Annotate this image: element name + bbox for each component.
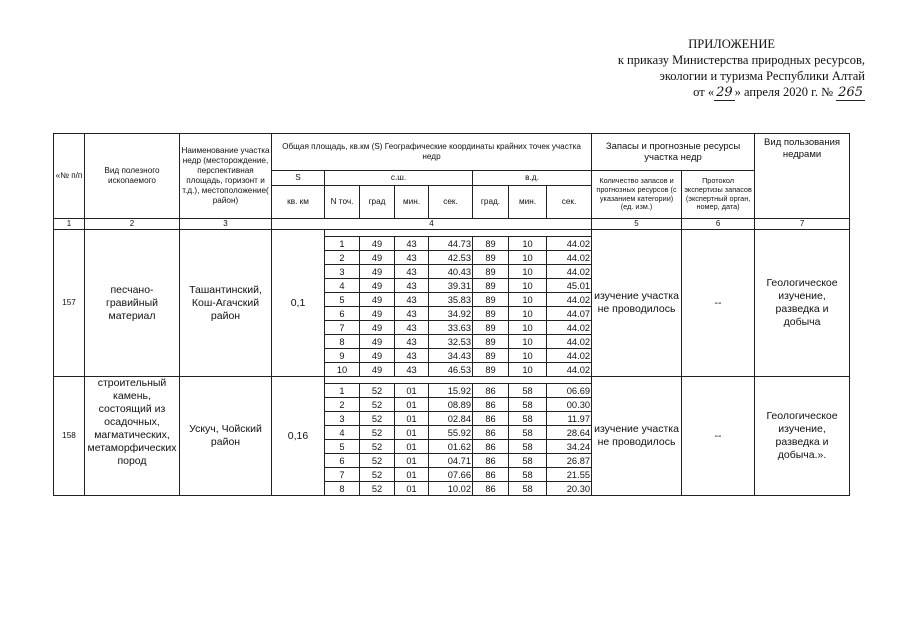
table-body [54,230,850,496]
coordinate-cell: 43 [395,293,429,307]
col-use-header: Вид пользования недрами [755,134,850,219]
protocol-header: Протокол экспертизы запасов (экспертный орган, номер, дата) [682,171,755,219]
coordinate-cell: 52 [360,482,395,496]
column-numbers-row [54,219,850,230]
coordinate-cell: 89 [473,237,509,251]
coordinate-cell: 43 [395,237,429,251]
coordinate-cell: 01 [395,454,429,468]
coordinate-cell: 04.71 [429,454,473,468]
appendix-table [53,133,850,496]
coordinate-cell: 43 [395,321,429,335]
coordinate-cell: 8 [325,335,360,349]
coordinate-cell: 06.69 [547,384,592,398]
lon-header: в.д. [473,171,592,186]
coordinate-cell: 01 [395,398,429,412]
coordinate-cell: 49 [360,335,395,349]
coordinate-cell: 49 [360,293,395,307]
coordinate-cell: 44.02 [547,251,592,265]
coordinate-cell: 6 [325,307,360,321]
coordinate-cell: 10 [509,349,547,363]
coordinate-cell: 86 [473,384,509,398]
coordinate-cell: 4 [325,279,360,293]
coordinate-cell: 89 [473,335,509,349]
column-number: 2 [85,219,180,230]
column-number: 4 [272,219,592,230]
coordinate-cell: 46.53 [429,363,473,377]
column-number: 6 [682,219,755,230]
coordinate-cell: 44.02 [547,237,592,251]
coordinate-cell: 58 [509,426,547,440]
coordinate-cell: 43 [395,251,429,265]
row-number: 158 [54,377,85,496]
coordinate-cell: 02.84 [429,412,473,426]
coordinate-cell: 44.02 [547,335,592,349]
coordinate-cell: 86 [473,440,509,454]
coordinate-cell: 44.02 [547,265,592,279]
coordinate-cell: 44.02 [547,321,592,335]
coordinate-cell: 3 [325,412,360,426]
coordinate-cell: 49 [360,321,395,335]
coordinate-cell: 10 [509,293,547,307]
coordinate-cell: 01.62 [429,440,473,454]
coordinate-cell: 28.64 [547,426,592,440]
coordinate-cell: 10 [509,279,547,293]
coordinate-cell: 6 [325,454,360,468]
coordinate-cell: 43 [395,307,429,321]
coordinate-cell: 44.07 [547,307,592,321]
column-number: 7 [755,219,850,230]
column-number: 5 [592,219,682,230]
coordinate-cell: 89 [473,279,509,293]
coordinate-cell: 10 [509,237,547,251]
coordinate-cell: 26.87 [547,454,592,468]
protocol-cell: -- [682,230,755,377]
coordinate-cell: 58 [509,440,547,454]
coordinate-cell: 33.63 [429,321,473,335]
lat-sec-header: сек. [429,186,473,219]
coordinate-cell: 08.89 [429,398,473,412]
coordinate-cell: 52 [360,454,395,468]
location-cell: Ташантинский, Кош-Агачский район [180,230,272,377]
lon-deg-header: град. [473,186,509,219]
handwritten-order-number: 265 [838,85,863,100]
coordinate-cell: 44.73 [429,237,473,251]
coordinate-cell: 2 [325,398,360,412]
coordinate-cell: 49 [360,265,395,279]
coordinate-cell: 34.24 [547,440,592,454]
coordinate-cell: 49 [360,251,395,265]
coordinate-cell: 45.01 [547,279,592,293]
coordinate-cell: 1 [325,237,360,251]
handwritten-day: 29 [716,85,733,100]
coordinate-cell: 43 [395,363,429,377]
coordinate-cell: 15.92 [429,384,473,398]
location-cell: Ускуч, Чойский район [180,377,272,496]
coordinate-cell: 58 [509,384,547,398]
coordinate-cell: 5 [325,293,360,307]
col-num-header: «№ п/п [54,134,85,219]
reserves-cell: изучение участка не проводилось [592,230,682,377]
coordinate-cell: 21.55 [547,468,592,482]
coordinate-cell: 39.31 [429,279,473,293]
area-cell: 0,16 [272,377,325,496]
coordinate-cell: 10 [509,307,547,321]
coordinate-cell: 07.66 [429,468,473,482]
coordinate-cell: 49 [360,349,395,363]
coordinate-cell: 01 [395,384,429,398]
coordinate-cell: 40.43 [429,265,473,279]
coordinate-cell: 58 [509,412,547,426]
coordinate-cell: 10 [325,363,360,377]
coordinate-cell: 44.02 [547,363,592,377]
coordinate-cell: 01 [395,468,429,482]
coordinate-cell: 10 [509,363,547,377]
header-date-line [535,84,865,101]
coordinate-cell: 42.53 [429,251,473,265]
coordinate-cell: 89 [473,307,509,321]
coordinate-cell: 86 [473,468,509,482]
mineral-cell: песчано-гравийный материал [85,230,180,377]
coordinate-cell: 43 [395,349,429,363]
coordinate-cell: 43 [395,265,429,279]
coordinate-cell: 58 [509,398,547,412]
coordinate-cell: 49 [360,279,395,293]
header-row-1 [54,134,850,171]
area-cell: 0,1 [272,230,325,377]
coordinate-cell: 52 [360,384,395,398]
coordinate-cell: 52 [360,440,395,454]
coordinate-cell: 44.02 [547,349,592,363]
coordinate-cell: 89 [473,293,509,307]
coordinate-cell: 34.43 [429,349,473,363]
coordinate-cell: 43 [395,279,429,293]
coordinate-cell: 01 [395,440,429,454]
date-middle: » апреля 2020 г. № [734,85,834,99]
coordinate-cell: 9 [325,349,360,363]
coordinate-cell: 01 [395,482,429,496]
coordinate-cell: 20.30 [547,482,592,496]
col-reserves-header: Запасы и прогнозные ресурсы участка недр [592,134,755,171]
coordinate-cell: 89 [473,251,509,265]
coordinate-cell: 00.30 [547,398,592,412]
coordinate-cell: 8 [325,482,360,496]
coordinate-cell: 7 [325,468,360,482]
coordinate-cell: 86 [473,426,509,440]
row-number: 157 [54,230,85,377]
coordinate-cell: 44.02 [547,293,592,307]
coordinate-cell: 49 [360,237,395,251]
lon-min-header: мин. [509,186,547,219]
sq-km-header: кв. км [272,186,325,219]
coordinate-cell: 32.53 [429,335,473,349]
coordinate-cell: 86 [473,482,509,496]
coordinate-cell: 10.02 [429,482,473,496]
row-spacer [54,230,850,237]
coordinate-cell: 52 [360,426,395,440]
lat-deg-header: град [360,186,395,219]
row-spacer [54,377,850,384]
column-number: 3 [180,219,272,230]
coordinate-cell: 49 [360,307,395,321]
coord-spacer [325,377,592,384]
header-line-1: к приказу Министерства природных ресурсов, [617,53,865,67]
reserves-cell: изучение участка не проводилось [592,377,682,496]
coordinate-cell: 52 [360,468,395,482]
coordinate-cell: 58 [509,468,547,482]
coordinate-cell: 10 [509,321,547,335]
col-area-header: Общая площадь, кв.км (S) Географические координаты крайних точек участка недр [272,134,592,171]
mineral-cell: строительный камень, состоящий из осадочных, магматических, метаморфических пород [85,377,180,496]
s-header: S [272,171,325,186]
protocol-cell: -- [682,377,755,496]
coordinate-cell: 86 [473,412,509,426]
coordinate-cell: 11.97 [547,412,592,426]
coordinate-cell: 10 [509,265,547,279]
coordinate-cell: 86 [473,454,509,468]
coordinate-cell: 7 [325,321,360,335]
lat-min-header: мин. [395,186,429,219]
coordinate-cell: 1 [325,384,360,398]
coordinate-cell: 52 [360,398,395,412]
use-cell: Геологическое изучение, разведка и добыча.». [755,377,850,496]
coordinate-cell: 89 [473,363,509,377]
coordinate-cell: 4 [325,426,360,440]
coordinate-cell: 43 [395,335,429,349]
coordinate-cell: 55.92 [429,426,473,440]
coordinate-cell: 86 [473,398,509,412]
coordinate-cell: 35.83 [429,293,473,307]
coordinate-cell: 2 [325,251,360,265]
coordinate-cell: 89 [473,265,509,279]
coordinate-cell: 89 [473,349,509,363]
reserves-qty-header: Количество запасов и прогнозных ресурсов (с указанием категории) (ед. изм.) [592,171,682,219]
coordinate-cell: 34.92 [429,307,473,321]
coordinate-cell: 3 [325,265,360,279]
document-header [535,36,865,101]
appendix-title: ПРИЛОЖЕНИЕ [688,37,775,51]
coordinate-cell: 49 [360,363,395,377]
coordinate-cell: 10 [509,251,547,265]
coordinate-cell: 10 [509,335,547,349]
header-line-2: экологии и туризма Республики Алтай [659,69,865,83]
coordinate-cell: 58 [509,454,547,468]
coord-spacer [325,230,592,237]
coordinate-cell: 5 [325,440,360,454]
lon-sec-header: сек. [547,186,592,219]
use-cell: Геологическое изучение, разведка и добыча [755,230,850,377]
col-name-header: Наименование участка недр (месторождение, перспективная площадь, горизонт и т.д.), местоположение( район) [180,134,272,219]
lat-header: с.ш. [325,171,473,186]
column-number: 1 [54,219,85,230]
coordinate-cell: 58 [509,482,547,496]
coordinate-cell: 89 [473,321,509,335]
col-mineral-header: Вид полезного ископаемого [85,134,180,219]
coordinate-cell: 01 [395,426,429,440]
coordinate-cell: 01 [395,412,429,426]
coordinate-cell: 52 [360,412,395,426]
n-points-header: N точ. [325,186,360,219]
date-prefix: от « [693,85,715,99]
